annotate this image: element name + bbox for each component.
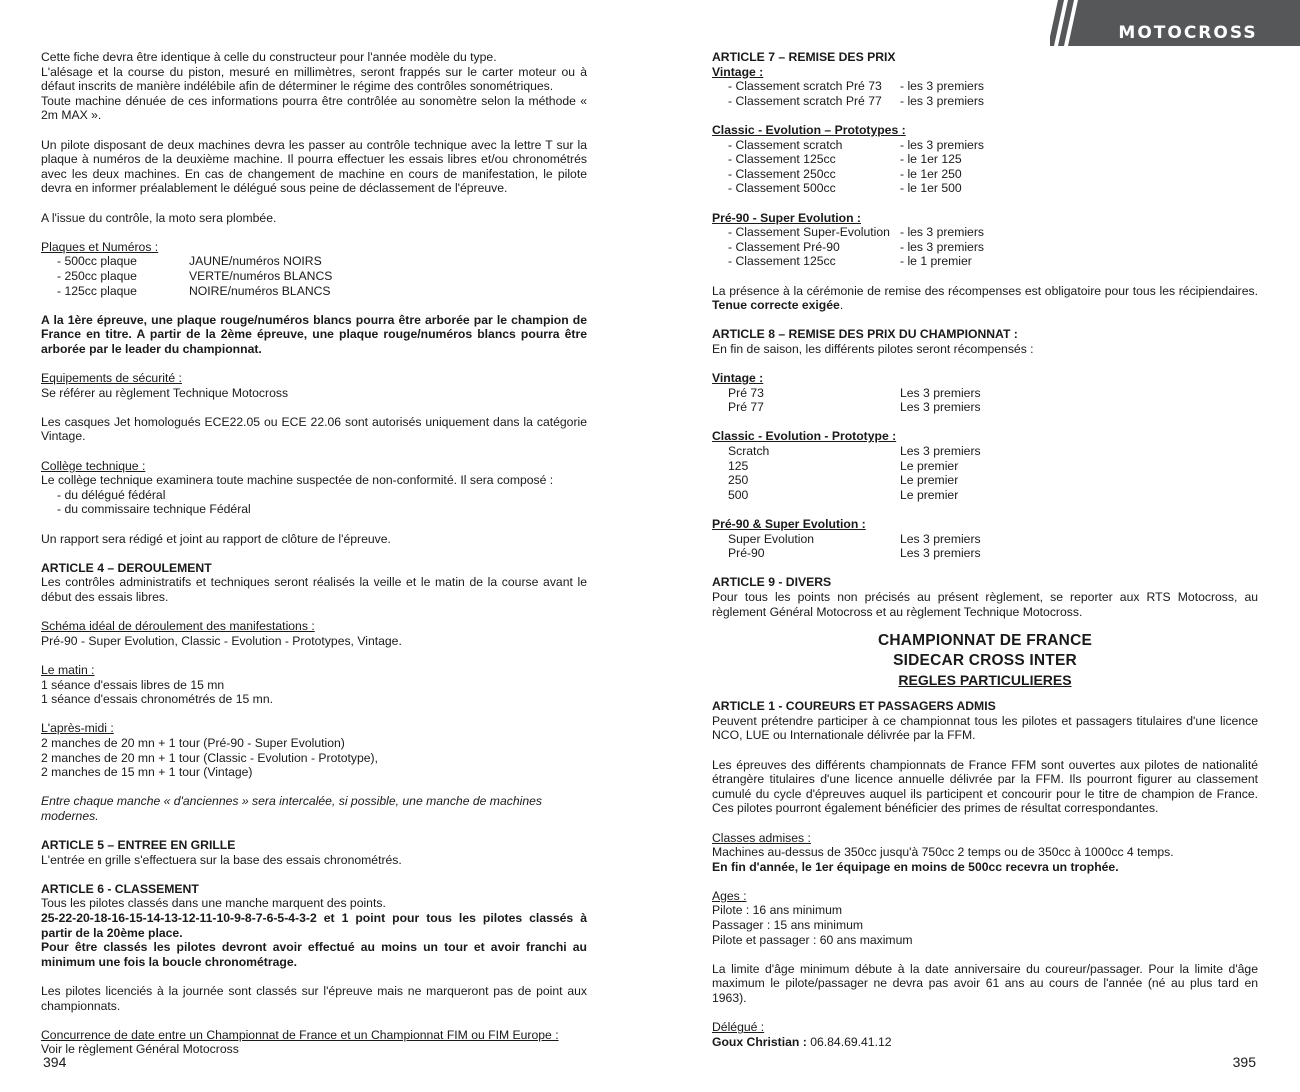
section-heading: Le matin :	[41, 662, 95, 677]
prize-row: Scratch Les 3 premiers	[728, 444, 981, 459]
section-heading: Délégué :	[712, 1020, 765, 1035]
list-item: 1 séance d'essais chronométrés de 15 mn.	[41, 692, 273, 707]
section-heading: Pré-90 & Super Evolution :	[712, 517, 866, 531]
section-heading: L'après-midi :	[41, 721, 114, 736]
section-heading: Plaques et Numéros :	[41, 239, 159, 254]
bold-paragraph: Pour être classés les pilotes devront avoir effectué au moins un tour et avoir franchi au minimum une fois la boucle chronométrage.	[41, 940, 587, 969]
prize-row: - Classement scratch - les 3 premiers	[728, 137, 984, 152]
section-heading: Vintage :	[712, 64, 764, 79]
article-title: ARTICLE 5 – ENTREE EN GRILLE	[41, 838, 236, 853]
prize-row: Pré 77 Les 3 premiers	[728, 400, 981, 415]
article-title: ARTICLE 9 - DIVERS	[712, 575, 832, 590]
paragraph: Les casques Jet homologués ECE22.05 ou ECE 22.06 sont autorisés uniquement dans la catégorie Vintage.	[41, 414, 587, 444]
section-heading: Schéma idéal de déroulement des manifestations :	[41, 619, 315, 634]
article-title: ARTICLE 7 – REMISE DES PRIX	[712, 50, 896, 64]
prize-row: - Classement 125cc - le 1 premier	[728, 254, 972, 269]
prize-row: Pré-90 Les 3 premiers	[728, 546, 981, 561]
paragraph: En fin de saison, les différents pilotes seront récompensés :	[712, 341, 1034, 356]
plate-row: - 125cc plaque NOIRE/numéros BLANCS	[57, 283, 331, 298]
page-number: 395	[1232, 1054, 1256, 1070]
section-heading: Classic - Evolution – Prototypes :	[712, 122, 906, 137]
bold-paragraph: En fin d'année, le 1er équipage en moins de 500cc recevra un trophée.	[712, 859, 1119, 874]
paragraph: Tous les pilotes classés dans une manche marquent des points.	[41, 896, 386, 911]
list-item: 1 séance d'essais libres de 15 mn	[41, 677, 225, 692]
prize-row: - Classement 500cc - le 1er 500	[728, 181, 962, 196]
prize-row: - Classement scratch Pré 77 - les 3 premiers	[728, 93, 984, 108]
paragraph: Machines au-dessus de 350cc jusqu'à 750cc 2 temps ou de 350cc à 1000cc 4 temps.	[712, 845, 1174, 860]
prize-row: Pré 73 Les 3 premiers	[728, 385, 981, 400]
paragraph: A l'issue du contrôle, la moto sera plombée.	[41, 210, 277, 225]
bold-paragraph: A la 1ère épreuve, une plaque rouge/numéros blancs pourra être arborée par le champion de France en titre. A partir de la 2ème épreuve, une plaque rouge/numéros blancs pourra être arborée par le leader du championnat.	[41, 312, 587, 356]
paragraph: Les épreuves des différents championnats de France FFM sont ouvertes aux pilotes de nationalité étrangère titulaires d'une licence annuelle délivrée par la FFM. Ils pourront figurer au classement cumulé du cycle d'épreuves auquel ils participent et concourir pour le titre de champion de France. Ces pilotes pourront également bénéficier des primes de résultat correspondantes.	[712, 757, 1258, 816]
section-heading: Classic - Evolution - Prototype :	[712, 429, 897, 444]
list-item: Passager : 15 ans minimum	[712, 918, 864, 933]
banner-text: MOTOCROSS	[1118, 23, 1258, 43]
paragraph: Pour tous les points non précisés au présent règlement, se reporter aux RTS Motocross, au règlement Général Motocross et au règlement Technique Motocross.	[712, 589, 1258, 619]
prize-row: - Classement Super-Evolution - les 3 premiers	[728, 225, 984, 240]
right-page	[712, 50, 1258, 1049]
prize-row: - Classement 125cc - le 1er 125	[728, 152, 962, 167]
paragraph: La limite d'âge minimum débute à la date anniversaire du coureur/passager. Pour la limite d'âge maximum le pilote/passager ne devra pas avoir 61 ans au cours de l'année (né au plus tard en 1963).	[712, 961, 1258, 1006]
article-title: ARTICLE 1 - COUREURS ET PASSAGERS ADMIS	[712, 699, 996, 714]
paragraph: Un pilote disposant de deux machines devra les passer au contrôle technique avec la lettre T sur la plaque à numéros de la deuxième machine. Il pourra effectuer les essais libres et/ou chronométrés avec les deux machines. En cas de changement de machine en cours de manifestation, le pilote devra en informer préalablement le délégué sous peine de déclassement de l'épreuve.	[41, 137, 587, 196]
list-item: - du délégué fédéral	[57, 487, 166, 502]
article-title: ARTICLE 6 - CLASSEMENT	[41, 881, 199, 896]
paragraph: Le collège technique examinera toute machine suspectée de non-conformité. Il sera composé :	[41, 473, 554, 488]
paragraph: Toute machine dénuée de ces informations pourra être contrôlée au sonomètre selon la méthode « 2m MAX ».	[41, 93, 587, 123]
plate-row: - 500cc plaque JAUNE/numéros NOIRS	[57, 254, 322, 269]
prize-row: - Classement 250cc - le 1er 250	[728, 166, 962, 181]
left-page	[41, 50, 587, 1057]
paragraph: Voir le règlement Général Motocross	[41, 1042, 239, 1057]
paragraph: Un rapport sera rédigé et joint au rapport de clôture de l'épreuve.	[41, 531, 391, 546]
paragraph: L'entrée en grille s'effectuera sur la base des essais chronométrés.	[41, 852, 402, 867]
prize-row: Super Evolution Les 3 premiers	[728, 531, 981, 546]
section-heading: Pré-90 - Super Evolution :	[712, 210, 861, 225]
championship-title: SIDECAR CROSS INTER	[893, 652, 1077, 670]
article-title: ARTICLE 4 – DEROULEMENT	[41, 560, 212, 575]
bold-paragraph: 25-22-20-18-16-15-14-13-12-11-10-9-8-7-6-5-4-3-2 et 1 point pour tous les pilotes classés à partir de la 20ème place.	[41, 911, 587, 940]
prize-row: - Classement Pré-90 - les 3 premiers	[728, 239, 984, 254]
section-heading: Classes admises :	[712, 830, 811, 845]
paragraph: Les pilotes licenciés à la journée sont classés sur l'épreuve mais ne marqueront pas de point aux championnats.	[41, 984, 587, 1013]
page-number: 394	[43, 1054, 67, 1070]
paragraph: Cette fiche devra être identique à celle du constructeur pour l'année modèle du type.	[41, 50, 497, 64]
prize-row: 500 Le premier	[728, 487, 959, 502]
article-title: ARTICLE 8 – REMISE DES PRIX DU CHAMPIONNAT :	[712, 327, 1018, 342]
list-item: 2 manches de 20 mn + 1 tour (Classic - Evolution - Prototype),	[41, 750, 379, 765]
prize-row: 250 Le premier	[728, 473, 959, 488]
section-heading: Equipements de sécurité :	[41, 371, 182, 386]
championship-title: CHAMPIONNAT DE FRANCE	[877, 632, 1093, 650]
italic-note: Entre chaque manche « d'anciennes » sera intercalée, si possible, une manche de machines modernes.	[41, 794, 542, 823]
list-item: - du commissaire technique Fédéral	[57, 502, 251, 517]
list-item: 2 manches de 15 mn + 1 tour (Vintage)	[41, 765, 253, 780]
prize-row: 125 Le premier	[728, 458, 959, 473]
list-item: Pilote et passager : 60 ans maximum	[712, 932, 913, 947]
list-item: Pilote : 16 ans minimum	[712, 903, 843, 918]
paragraph: Les contrôles administratifs et techniques seront réalisés la veille et le matin de la course avant le début des essais libres.	[41, 575, 587, 604]
paragraph: Se référer au règlement Technique Motocross	[41, 385, 289, 400]
list-item: 2 manches de 20 mn + 1 tour (Pré-90 - Super Evolution)	[41, 735, 345, 750]
motocross-banner	[1050, 0, 1300, 46]
section-heading: Ages :	[712, 888, 747, 903]
delegate: Goux Christian : 06.84.69.41.12	[712, 1034, 892, 1049]
championship-subtitle: REGLES PARTICULIERES	[898, 672, 1072, 689]
plate-row: - 250cc plaque VERTE/numéros BLANCS	[57, 268, 333, 283]
paragraph: L'alésage et la course du piston, mesuré en millimètres, seront frappés sur le carter moteur ou à défaut inscrits de manière indélébile afin de déterminer le régime des contrôles sonométriques.	[41, 64, 587, 94]
section-heading: Concurrence de date entre un Championnat de France et un Championnat FIM ou FIM Europe :	[41, 1027, 559, 1042]
section-heading: Collège technique :	[41, 458, 146, 473]
prize-row: - Classement scratch Pré 73 - les 3 premiers	[728, 79, 984, 94]
paragraph: Pré-90 - Super Evolution, Classic - Evolution - Prototypes, Vintage.	[41, 633, 402, 648]
paragraph: Peuvent prétendre participer à ce championnat tous les pilotes et passagers titulaires d'une licence NCO, LUE ou Internationale délivrée par la FFM.	[712, 713, 1258, 743]
section-heading: Vintage :	[712, 371, 764, 386]
paragraph: La présence à la cérémonie de remise des récompenses est obligatoire pour tous les récipiendaires. Tenue correcte exigée.	[712, 283, 1258, 313]
